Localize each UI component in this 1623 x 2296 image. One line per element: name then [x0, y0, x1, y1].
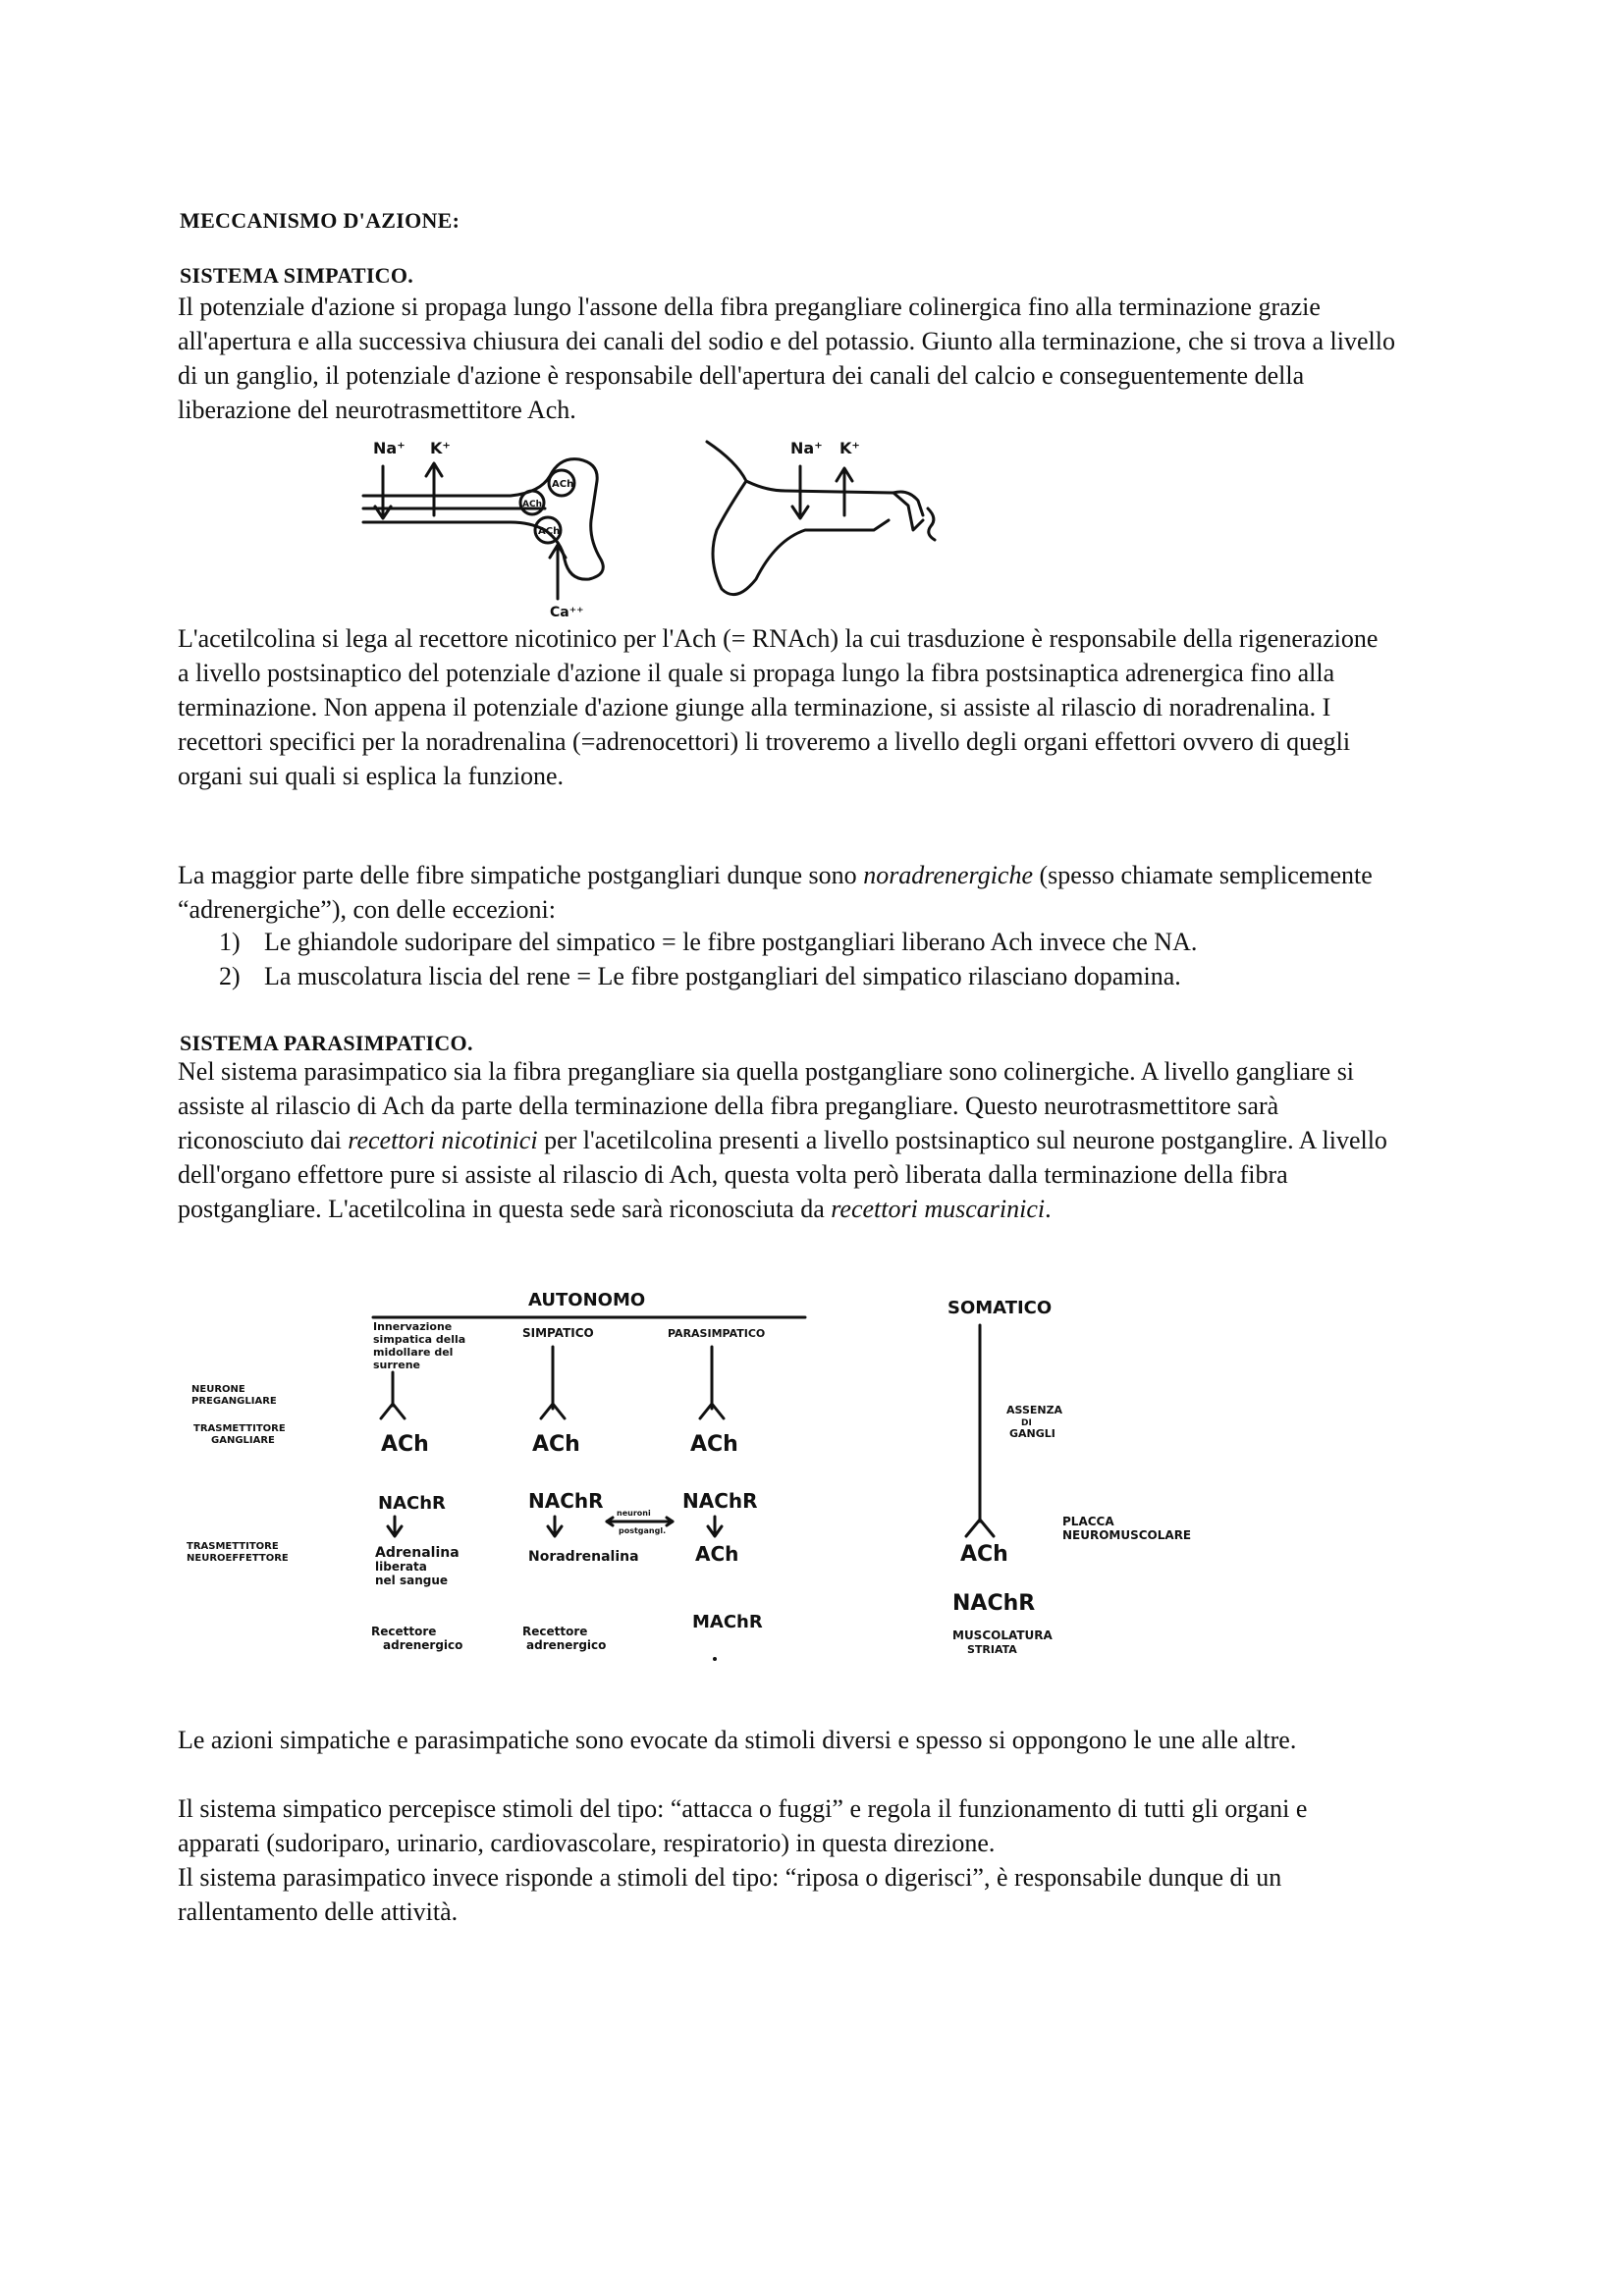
list-item-number: 2) — [219, 962, 241, 990]
closing-paragraph-3: Il sistema parasimpatico invece risponde a stimoli del tipo: “riposa o digerisci”, è responsabile dunque di un rallentamento delle attività. — [178, 1863, 1282, 1926]
innervazione-line-1: Innervazione — [373, 1320, 453, 1333]
trasm-gangl-label-2: GANGLIARE — [211, 1435, 275, 1446]
parasimpatico-heading: SISTEMA PARASIMPATICO. — [180, 1031, 473, 1055]
ach-col3-effector: ACh — [695, 1542, 739, 1566]
trasm-gangl-label-1: TRASMETTITORE — [193, 1423, 286, 1434]
ach-col1: ACh — [381, 1432, 429, 1457]
adrenalina-line-3: nel sangue — [375, 1574, 449, 1587]
machr-label: MAChR — [692, 1612, 763, 1632]
muscolatura-line-2: STRIATA — [967, 1643, 1017, 1656]
parasimpatico-paragraph — [178, 1054, 1395, 1226]
na-label-left: Na⁺ — [373, 439, 406, 457]
placca-line-2: NEUROMUSCOLARE — [1062, 1528, 1192, 1542]
neuroni-postgangl-2: postgangl. — [619, 1526, 667, 1535]
innervazione-line-2: simpatica della — [373, 1333, 466, 1346]
ca-label: Ca⁺⁺ — [550, 605, 584, 620]
vesicle-label-3: ACh — [538, 526, 561, 537]
somatico-label: SOMATICO — [947, 1298, 1053, 1318]
autonomo-label: AUTONOMO — [528, 1290, 646, 1310]
innervazione-line-4: surrene — [373, 1359, 420, 1371]
main-heading: MECCANISMO D'AZIONE: — [180, 208, 460, 233]
trasm-neuro-label-1: TRASMETTITORE — [187, 1541, 279, 1552]
k-label-right: K⁺ — [839, 439, 860, 457]
nervous-system-diagram — [177, 1276, 1208, 1688]
list-item-text: Le ghiandole sudoripare del simpatico = le fibre postgangliari liberano Ach invece che NA. — [264, 928, 1198, 956]
parasimpatico-italic-2: recettori muscarinici — [831, 1195, 1046, 1223]
paragraph3-italic: noradrenergiche — [863, 861, 1033, 889]
simpatico-label: SIMPATICO — [522, 1326, 594, 1340]
recettore-adr-2b: adrenergico — [526, 1638, 607, 1652]
neuroni-postgangl-1: neuroni — [617, 1509, 651, 1518]
simpatico-paragraph-3 — [178, 858, 1395, 927]
adrenalina-line-2: liberata — [375, 1560, 427, 1574]
noradrenalina-label: Noradrenalina — [528, 1549, 639, 1565]
assenza-line-1: ASSENZA — [1006, 1404, 1063, 1416]
k-label-left: K⁺ — [430, 439, 451, 457]
innervazione-line-3: midollare del — [373, 1346, 454, 1359]
list-item-text: La muscolatura liscia del rene = Le fibre postgangliari del simpatico rilasciano dopamina. — [264, 962, 1181, 990]
parasimpatico-label: PARASIMPATICO — [668, 1327, 766, 1340]
recettore-adr-2a: Recettore — [522, 1625, 588, 1638]
neurone-label-1: NEURONE — [191, 1384, 245, 1395]
neurone-label-2: PREGANGLIARE — [191, 1396, 277, 1407]
assenza-line-3: GANGLI — [1009, 1427, 1055, 1440]
ach-somatico: ACh — [960, 1542, 1008, 1567]
assenza-line-2: DI — [1021, 1418, 1032, 1428]
muscolatura-line-1: MUSCOLATURA — [952, 1629, 1053, 1642]
nachr-somatico: NAChR — [952, 1591, 1036, 1616]
parasimpatico-text-3: . — [1045, 1195, 1052, 1223]
recettore-adr-1a: Recettore — [371, 1625, 437, 1638]
parasimpatico-text-1: Nel sistema parasimpatico sia la fibra pregangliare sia quella postgangliare sono colinergiche. A livello gangliare si assiste al rilascio di Ach da parte della terminazione della fibra pregangliare. Questo neurotrasmettitore sarà riconosciuto dai — [178, 1057, 1355, 1154]
simpatico-paragraph-1: Il potenziale d'azione si propaga lungo l'assone della fibra pregangliare colinergica fino alla terminazione grazie all'apertura e alla successiva chiusura dei canali del sodio e del potassio. Giunto alla terminazione, che si trova a livello di un ganglio, il potenziale d'azione è responsabile dell'apertura dei canali del calcio e conseguentemente della liberazione del neurotrasmettitore Ach. — [178, 293, 1395, 424]
closing-paragraph-2: Il sistema simpatico percepisce stimoli del tipo: “attacca o fuggi” e regola il funzionamento di tutti gli organi e apparati (sudoriparo, urinario, cardiovascolare, respiratorio) in questa direzione. — [178, 1794, 1308, 1857]
nachr-col3: NAChR — [682, 1489, 758, 1513]
list-item — [219, 925, 1397, 959]
simpatico-heading: SISTEMA SIMPATICO. — [180, 263, 414, 288]
list-item-number: 1) — [219, 928, 241, 956]
ach-col3: ACh — [690, 1432, 738, 1457]
ach-col2: ACh — [532, 1432, 580, 1457]
placca-line-1: PLACCA — [1062, 1515, 1114, 1528]
closing-paragraph-1: Le azioni simpatiche e parasimpatiche sono evocate da stimoli diversi e spesso si oppongono le une alle altre. — [178, 1726, 1297, 1754]
nachr-col2: NAChR — [528, 1489, 604, 1513]
exceptions-list — [219, 925, 1397, 993]
list-item — [219, 959, 1397, 993]
na-label-right: Na⁺ — [790, 439, 823, 457]
vesicle-label-1: ACh — [552, 479, 574, 490]
nachr-col1: NAChR — [378, 1493, 446, 1514]
simpatico-paragraph-2: L'acetilcolina si lega al recettore nicotinico per l'Ach (= RNAch) la cui trasduzione è responsabile della rigenerazione a livello postsinaptico del potenziale d'azione il quale si propaga lungo la fibra postsinaptica adrenergica fino alla terminazione. Non appena il potenziale d'azione giunge alla terminazione, si assiste al rilascio di noradrenalina. I recettori specifici per la noradrenalina (=adrenocettori) li troveremo a livello degli organi effettori ovvero di quegli organi sui quali si esplica la funzione. — [178, 624, 1379, 790]
parasimpatico-text-2: per l'acetilcolina presenti a livello postsinaptico sul neurone postganglire. A livello dell'organo effettore pure si assiste al rilascio di Ach, questa volta però liberata dalla terminazione della fibra postgangliare. L'acetilcolina in questa sede sarà riconosciuta da — [178, 1126, 1387, 1223]
parasimpatico-italic-1: recettori nicotinici — [348, 1126, 538, 1154]
synapse-diagram — [344, 432, 952, 618]
paragraph3-text-end: (spesso chiamate semplicemente “adrenergiche”), con delle eccezioni: — [178, 861, 1373, 924]
recettore-adr-1b: adrenergico — [383, 1638, 463, 1652]
adrenalina-line-1: Adrenalina — [375, 1545, 460, 1561]
paragraph3-text-start: La maggior parte delle fibre simpatiche postgangliari dunque sono — [178, 861, 864, 889]
trasm-neuro-label-2: NEUROEFFETTORE — [187, 1553, 289, 1564]
vesicle-label-2: ACh — [522, 500, 542, 509]
